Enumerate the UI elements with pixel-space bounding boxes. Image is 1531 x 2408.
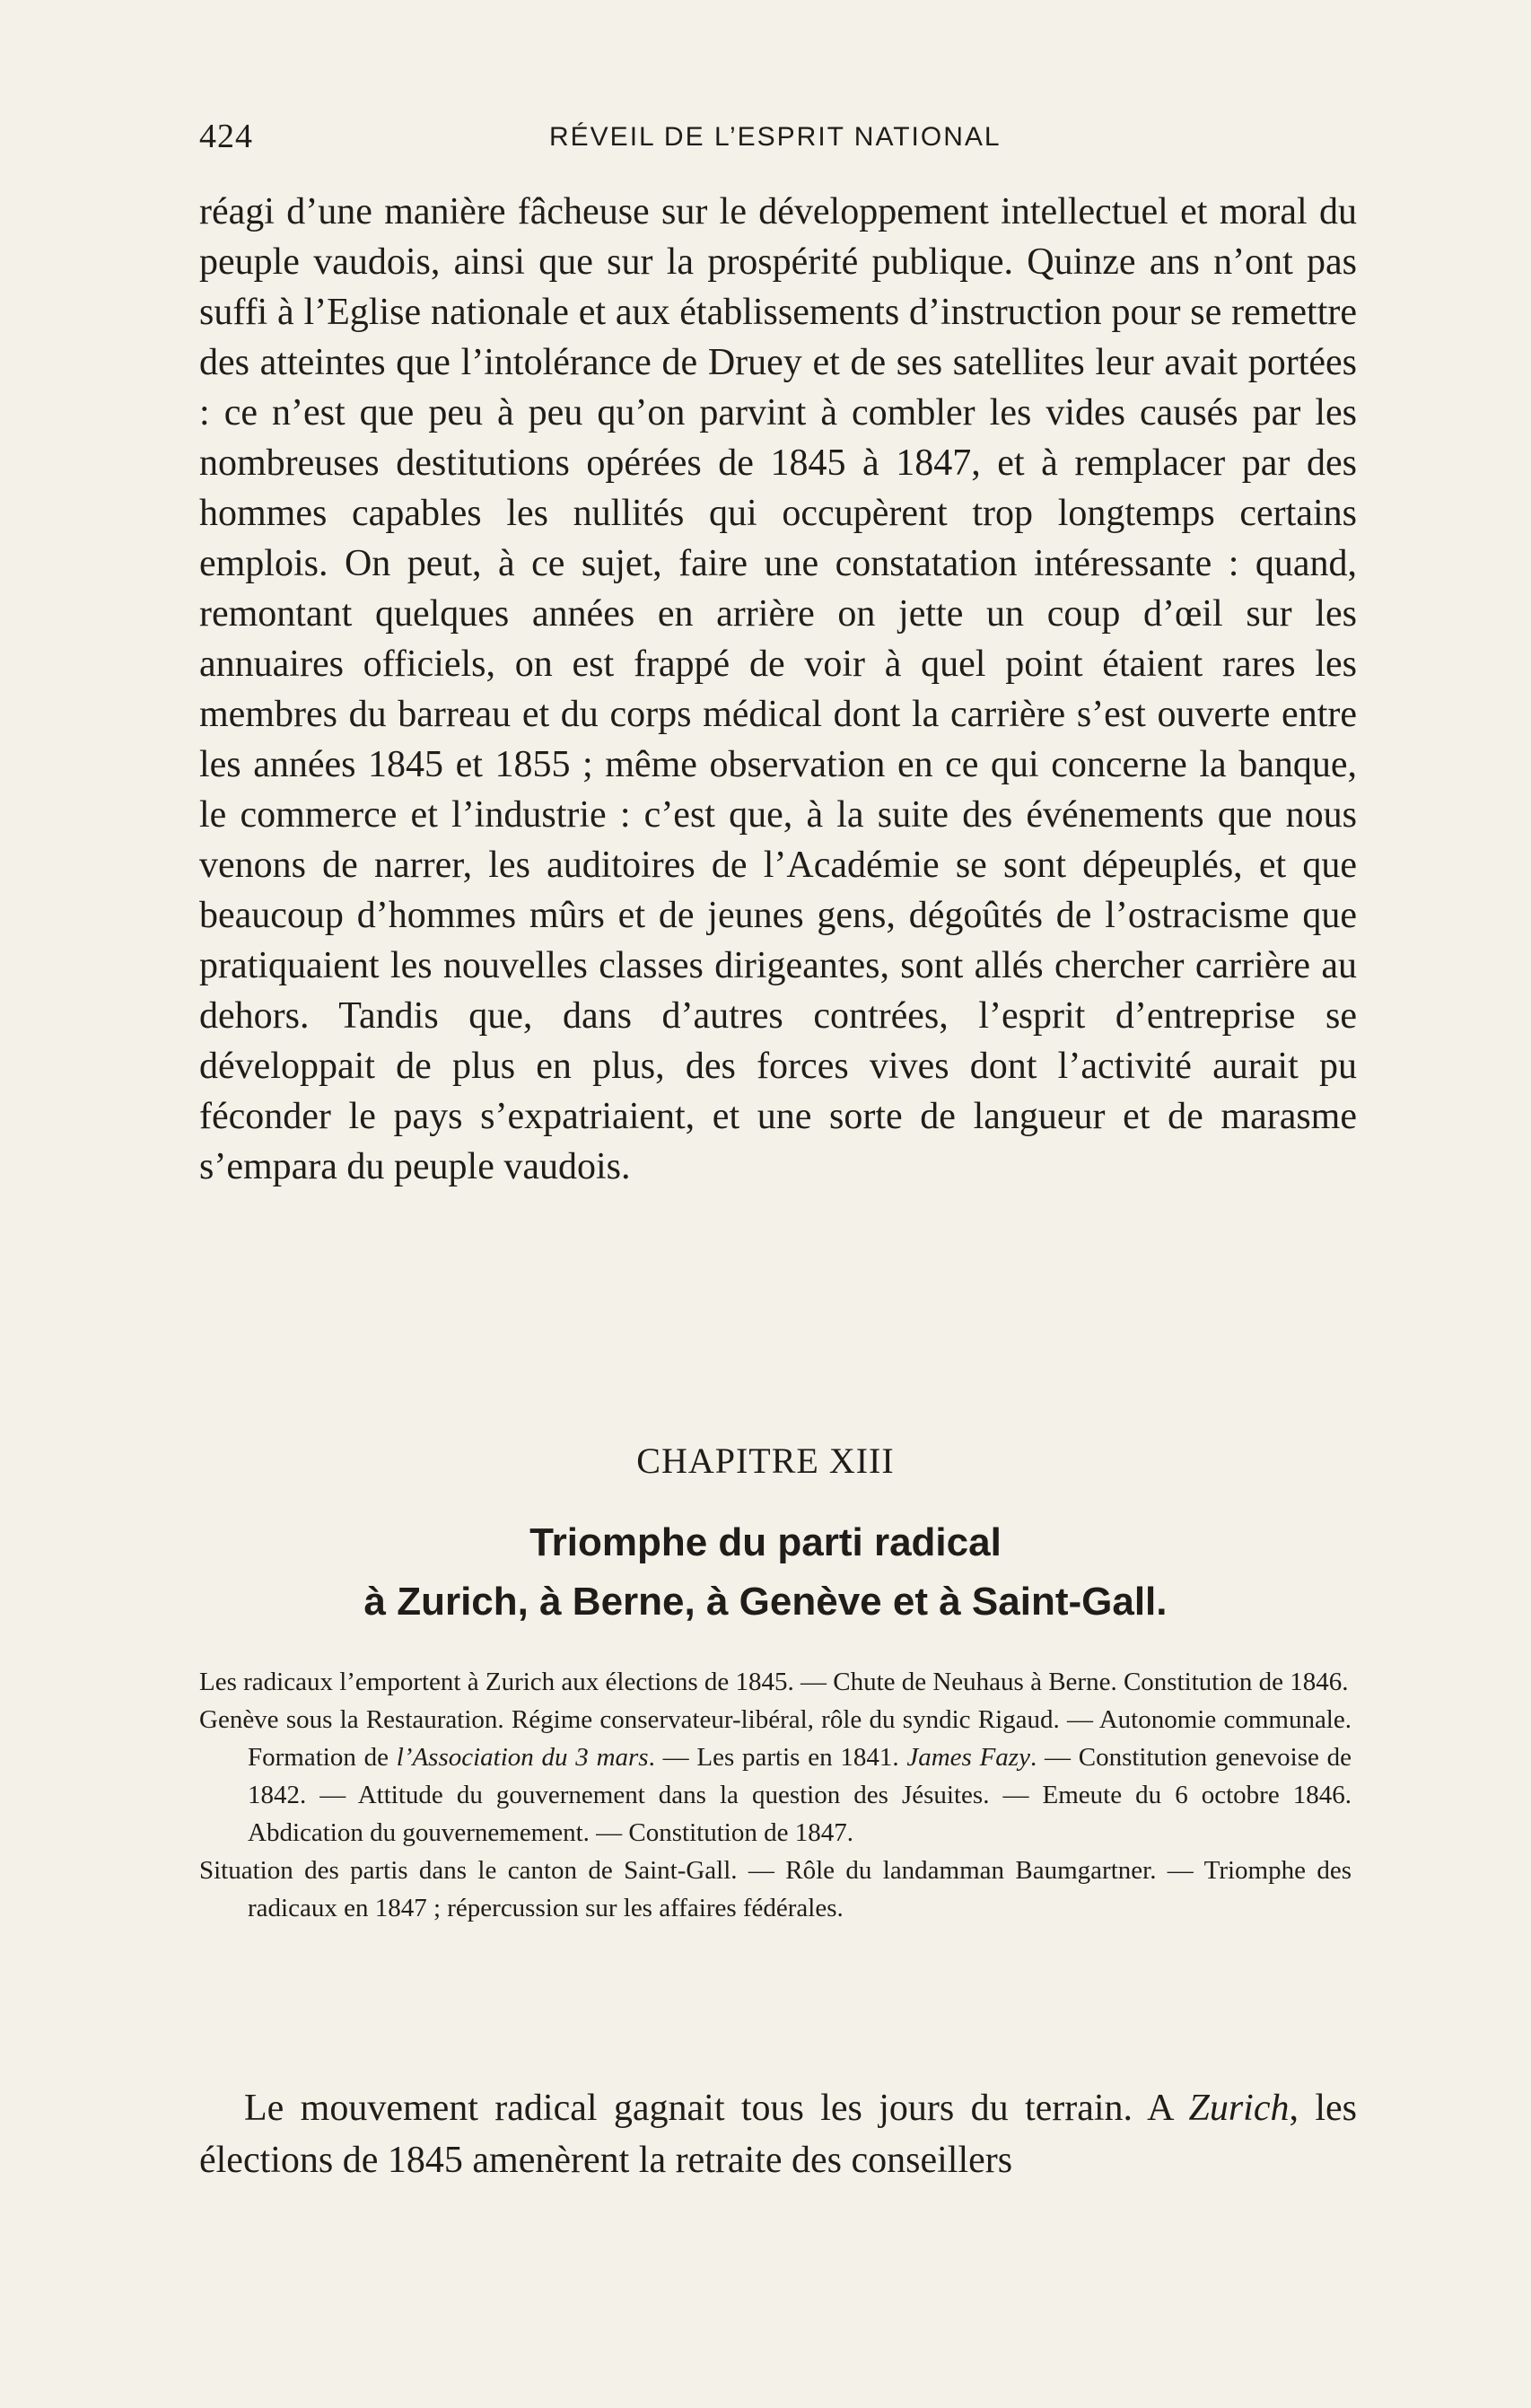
summary-geneve-association: l’Association du 3 mars [396, 1743, 649, 1772]
opening-paragraph [199, 2082, 1357, 2186]
summary-geneve-part-e: . — Constitution genevoise de 1842. — Attitude du gouvernement dans la question des Jésuites. — Emeute du 6 octobre 1846. Abdication du gouvernemement. — Constitution de 1847. [248, 1743, 1352, 1847]
chapter-title-line-2: à Zurich, à Berne, à Genève et à Saint-Gall. [363, 1580, 1168, 1624]
page-number: 424 [199, 118, 253, 155]
body-paragraph: réagi d’une manière fâcheuse sur le développement intellectuel et moral du peuple vaudois, ainsi que sur la prospérité publique. Quinze ans n’ont pas suffi à l’Eglise nationale et aux établissements d’instruction pour se remettre des atteintes que l’intolérance de Druey et de ses satellites leur avait portées : ce n’est que peu à peu qu’on parvint à combler les vides causés par les nombreuses destitutions opérées de 1845 à 1847, et à remplacer par des hommes capables les nullités qui occupèrent trop longtemps certains emplois. On peut, à ce sujet, faire une constatation intéressante : quand, remontant quelques années en arrière on jette un coup d’œil sur les annuaires officiels, on est frappé de voir à quel point étaient rares les membres du barreau et du corps médical dont la carrière s’est ouverte entre les années 1845 et 1855 ; même observation en ce qui concerne la banque, le commerce et l’industrie : c’est que, à la suite des événements que nous venons de narrer, les auditoires de l’Académie se sont dépeuplés, et que beaucoup d’hommes mûrs et de jeunes gens, dégoûtés de l’ostracisme que pratiquaient les nouvelles classes dirigeantes, sont allés chercher carrière au dehors. Tandis que, dans d’autres contrées, l’esprit d’entreprise se développait de plus en plus, des forces vives dont l’activité aurait pu féconder le pays s’expatriaient, et une sorte de langueur et de marasme s’empara du peuple vaudois. [199, 191, 1357, 1187]
summary-geneve-part-c: . — Les partis en 1841. [648, 1743, 907, 1772]
chapter-label: CHAPITRE XIII [636, 1440, 895, 1481]
opening-place: Zurich [1188, 2088, 1290, 2129]
summary-item-saint-gall: Situation des partis dans le canton de Saint-Gall. — Rôle du landamman Baumgartner. — Triomphe des radicaux en 1847 ; répercussion sur les affaires fédérales. [199, 1856, 1352, 1922]
chapter-title-line-1: Triomphe du parti radical [529, 1520, 1002, 1564]
page-header [199, 117, 1366, 158]
chapter-title [0, 1513, 1531, 1632]
chapter-summary [199, 1663, 1352, 1927]
running-title: RÉVEIL DE L’ESPRIT NATIONAL [549, 122, 1002, 152]
opening-lead: Le mouvement radical gagnait tous les jours du terrain. A [244, 2088, 1189, 2129]
summary-geneve-fazy: James Fazy [906, 1743, 1030, 1772]
opening-rest: , les élections de 1845 amenèrent la retraite des conseillers [199, 2088, 1357, 2181]
summary-item-geneve [199, 1701, 1352, 1852]
summary-item-zurich-berne: Les radicaux l’emportent à Zurich aux élections de 1845. — Chute de Neuhaus à Berne. Constitution de 1846. [199, 1668, 1349, 1696]
summary-geneve-part-a: Genève sous la Restauration. Régime conservateur-libéral, rôle du syndic Rigaud. — Autonomie communale. Formation de [199, 1705, 1352, 1772]
